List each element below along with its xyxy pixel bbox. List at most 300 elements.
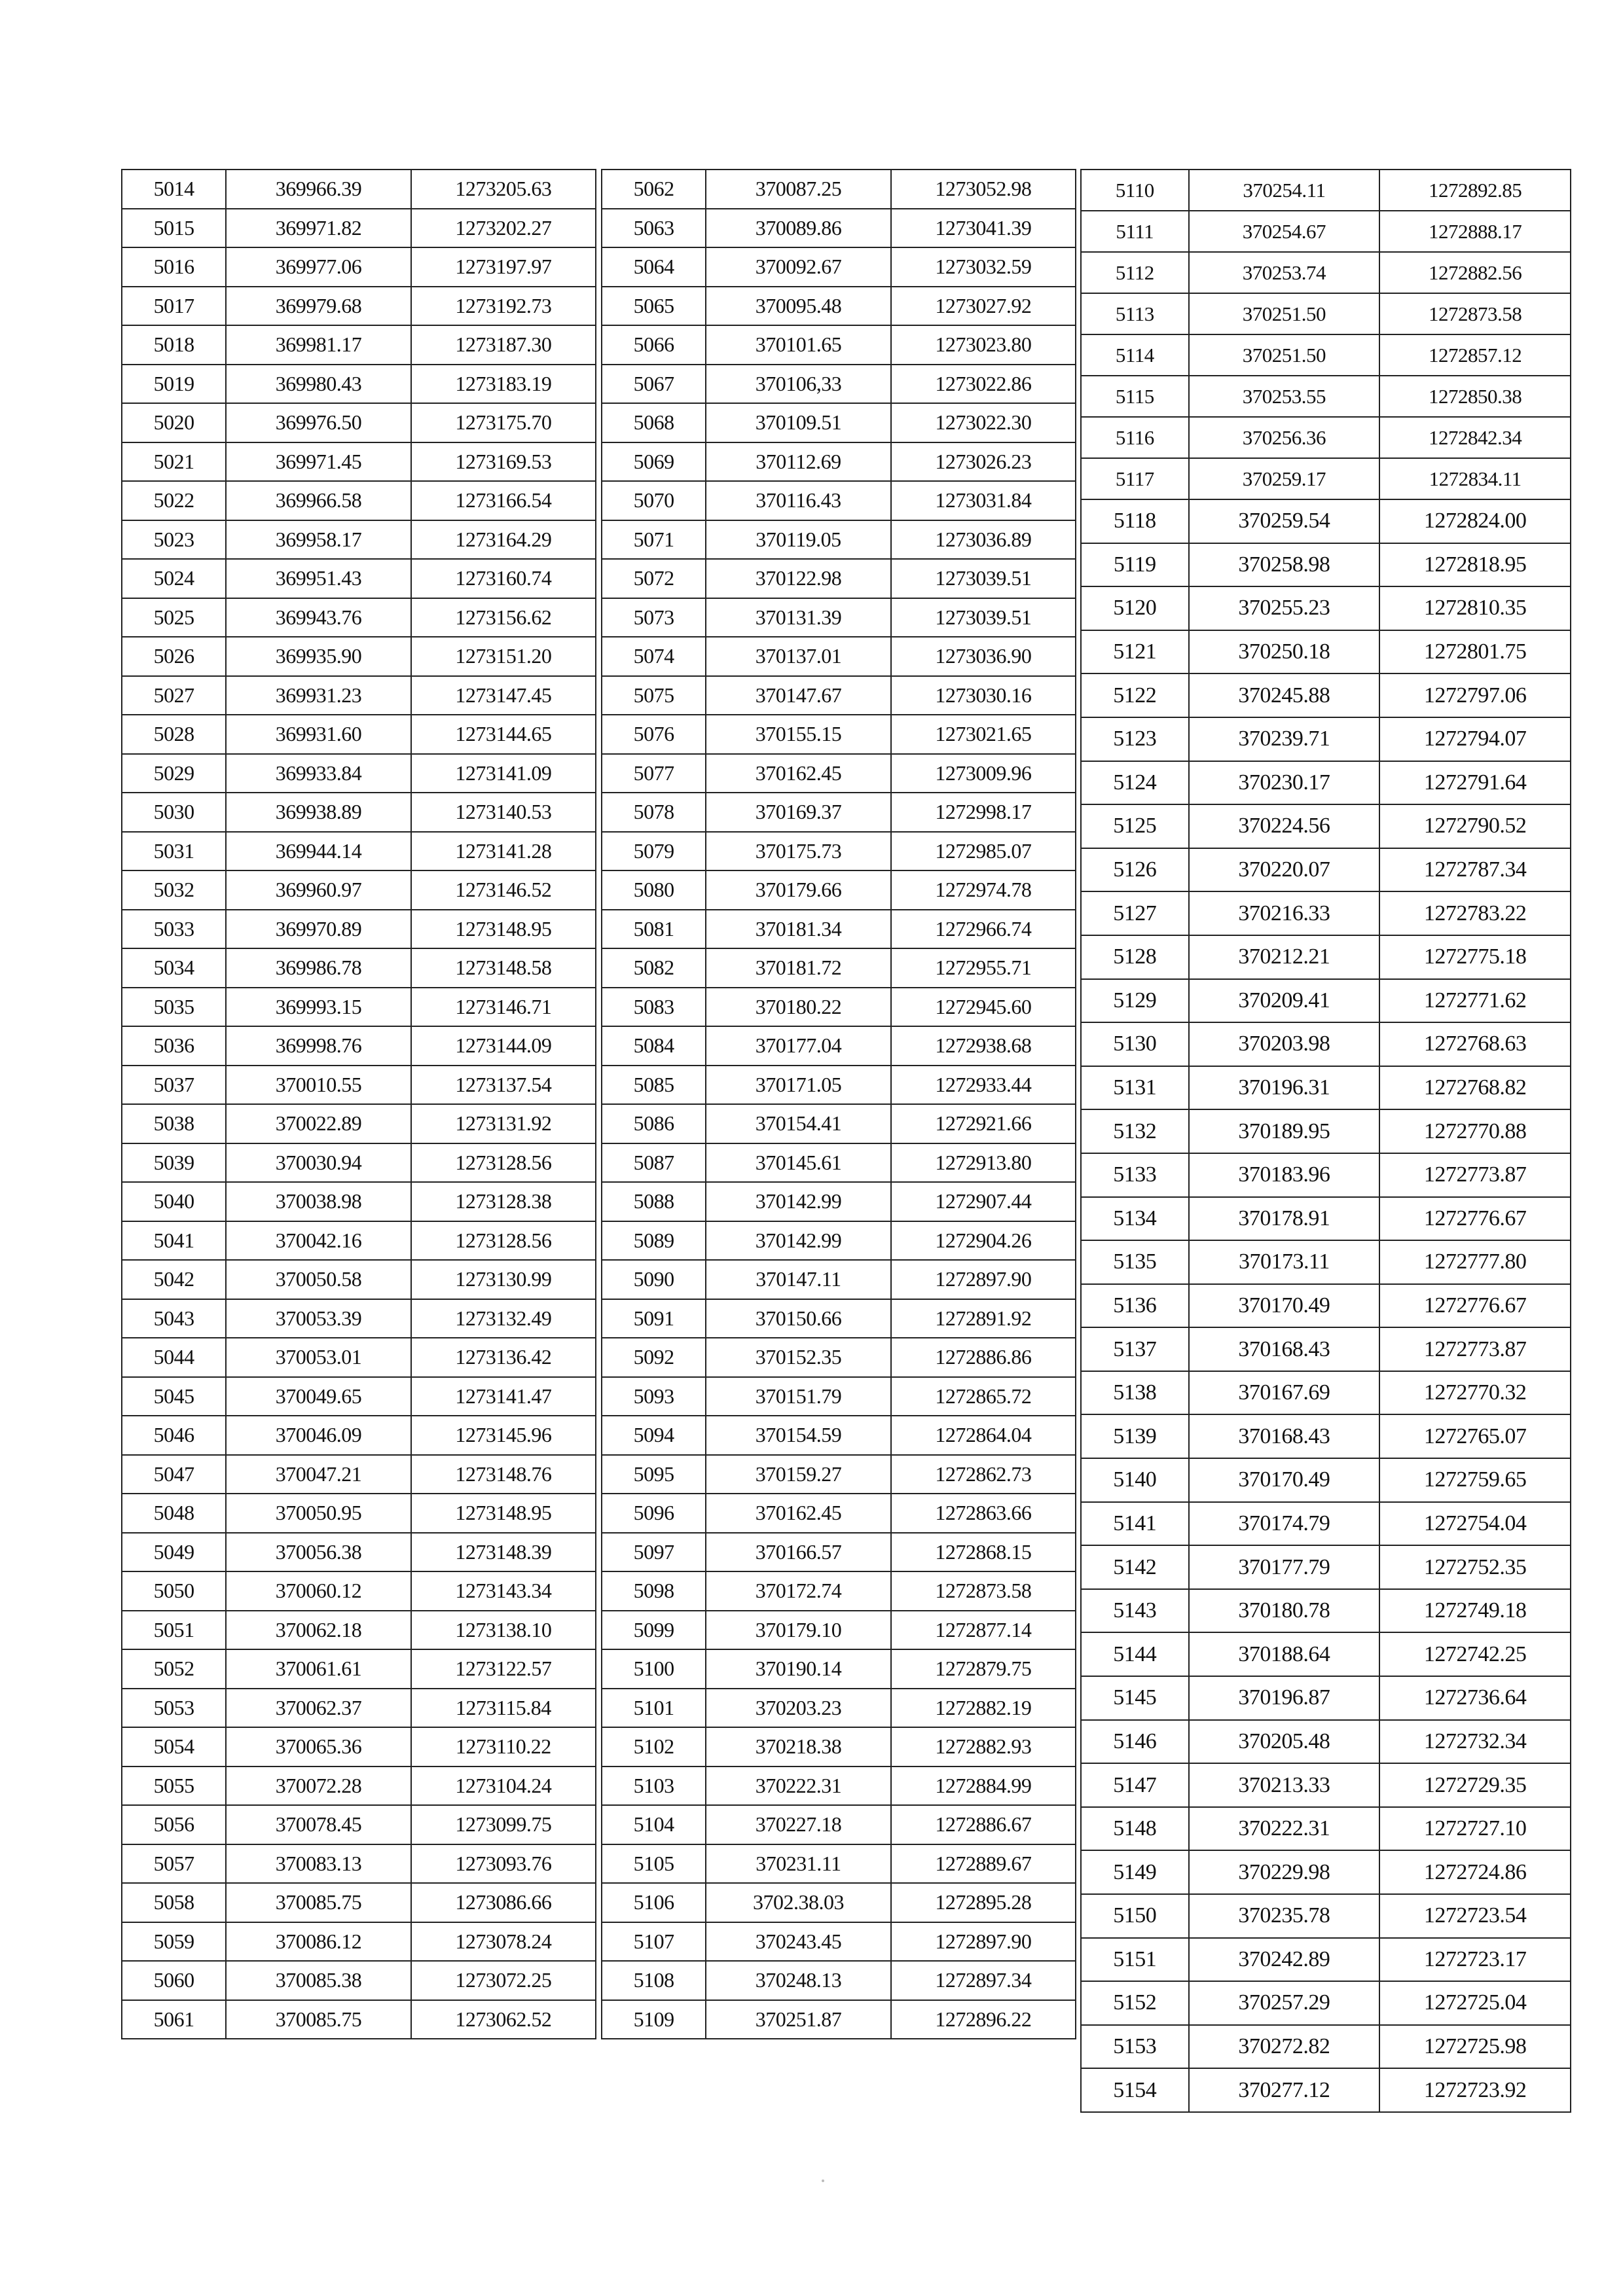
table-row — [602, 948, 1076, 988]
point-id-cell: 5045 — [122, 1377, 226, 1416]
point-id-cell: 5130 — [1081, 1022, 1189, 1066]
point-id-cell: 5056 — [122, 1805, 226, 1844]
y-coordinate-cell: 1272897.90 — [891, 1260, 1076, 1299]
table-row — [602, 365, 1076, 404]
table-row — [1081, 1502, 1571, 1546]
point-id-cell: 5153 — [1081, 2025, 1189, 2069]
table-row — [1081, 586, 1571, 630]
table-row — [602, 403, 1076, 442]
table-row — [122, 1026, 596, 1066]
table-row — [1081, 935, 1571, 979]
x-coordinate-cell: 370203.98 — [1189, 1022, 1380, 1066]
point-id-cell: 5033 — [122, 910, 226, 949]
x-coordinate-cell: 370253.55 — [1189, 376, 1380, 417]
x-coordinate-cell: 370183.96 — [1189, 1153, 1380, 1197]
y-coordinate-cell: 1273141.28 — [411, 832, 596, 871]
x-coordinate-cell: 370175.73 — [706, 832, 890, 871]
point-id-cell: 5054 — [122, 1727, 226, 1767]
point-id-cell: 5037 — [122, 1066, 226, 1105]
y-coordinate-cell: 1273205.63 — [411, 170, 596, 209]
point-id-cell: 5117 — [1081, 458, 1189, 499]
point-id-cell: 5103 — [602, 1767, 706, 1806]
point-id-cell: 5102 — [602, 1727, 706, 1767]
x-coordinate-cell: 370181.72 — [706, 948, 890, 988]
point-id-cell: 5069 — [602, 442, 706, 482]
y-coordinate-cell: 1272864.04 — [891, 1416, 1076, 1455]
x-coordinate-cell: 370162.45 — [706, 754, 890, 793]
point-id-cell: 5044 — [122, 1338, 226, 1377]
x-coordinate-cell: 370196.31 — [1189, 1066, 1380, 1110]
y-coordinate-cell: 1273202.27 — [411, 209, 596, 248]
point-id-cell: 5154 — [1081, 2068, 1189, 2112]
y-coordinate-cell: 1273110.22 — [411, 1727, 596, 1767]
point-id-cell: 5036 — [122, 1026, 226, 1066]
table-row — [1081, 1938, 1571, 1982]
table-row — [122, 1533, 596, 1572]
x-coordinate-cell: 369943.76 — [226, 598, 410, 637]
point-id-cell: 5121 — [1081, 630, 1189, 674]
y-coordinate-cell: 1273197.97 — [411, 247, 596, 287]
x-coordinate-cell: 370030.94 — [226, 1143, 410, 1183]
y-coordinate-cell: 1273027.92 — [891, 287, 1076, 326]
point-id-cell: 5024 — [122, 559, 226, 598]
x-coordinate-cell: 369944.14 — [226, 832, 410, 871]
table-row — [1081, 1981, 1571, 2025]
x-coordinate-cell: 369931.23 — [226, 676, 410, 715]
table-row — [602, 910, 1076, 949]
point-id-cell: 5132 — [1081, 1109, 1189, 1153]
x-coordinate-cell: 370078.45 — [226, 1805, 410, 1844]
table-row — [1081, 1850, 1571, 1894]
y-coordinate-cell: 1272886.86 — [891, 1338, 1076, 1377]
point-id-cell: 5015 — [122, 209, 226, 248]
x-coordinate-cell: 370168.43 — [1189, 1414, 1380, 1458]
point-id-cell: 5148 — [1081, 1807, 1189, 1851]
y-coordinate-cell: 1273128.56 — [411, 1143, 596, 1183]
y-coordinate-cell: 1272897.90 — [891, 1922, 1076, 1962]
x-coordinate-cell: 370253.74 — [1189, 252, 1380, 293]
y-coordinate-cell: 1272770.32 — [1379, 1371, 1571, 1415]
x-coordinate-cell: 370050.95 — [226, 1494, 410, 1533]
x-coordinate-cell: 369977.06 — [226, 247, 410, 287]
y-coordinate-cell: 1272723.17 — [1379, 1938, 1571, 1982]
y-coordinate-cell: 1273175.70 — [411, 403, 596, 442]
x-coordinate-cell: 370147.11 — [706, 1260, 890, 1299]
y-coordinate-cell: 1273187.30 — [411, 325, 596, 365]
table-row — [1081, 417, 1571, 458]
table-row — [122, 1649, 596, 1689]
x-coordinate-cell: 370169.37 — [706, 793, 890, 832]
point-id-cell: 5048 — [122, 1494, 226, 1533]
table-row — [122, 1260, 596, 1299]
point-id-cell: 5047 — [122, 1455, 226, 1494]
table-row — [602, 1767, 1076, 1806]
point-id-cell: 5084 — [602, 1026, 706, 1066]
table-row — [1081, 1153, 1571, 1197]
x-coordinate-cell: 370179.10 — [706, 1611, 890, 1650]
table-row — [122, 1767, 596, 1806]
table-row — [602, 442, 1076, 482]
x-coordinate-cell: 370251.50 — [1189, 293, 1380, 334]
point-id-cell: 5030 — [122, 793, 226, 832]
x-coordinate-cell: 370224.56 — [1189, 804, 1380, 848]
y-coordinate-cell: 1272921.66 — [891, 1104, 1076, 1143]
table-row — [602, 1805, 1076, 1844]
x-coordinate-cell: 369938.89 — [226, 793, 410, 832]
table-row — [122, 442, 596, 482]
y-coordinate-cell: 1273022.86 — [891, 365, 1076, 404]
table-row — [602, 1571, 1076, 1611]
x-coordinate-cell: 370062.18 — [226, 1611, 410, 1650]
point-id-cell: 5051 — [122, 1611, 226, 1650]
table-row — [122, 559, 596, 598]
point-id-cell: 5095 — [602, 1455, 706, 1494]
y-coordinate-cell: 1273148.39 — [411, 1533, 596, 1572]
x-coordinate-cell: 370155.15 — [706, 715, 890, 754]
point-id-cell: 5068 — [602, 403, 706, 442]
table-row — [122, 793, 596, 832]
table-row — [1081, 543, 1571, 587]
table-row — [122, 170, 596, 209]
table-row — [1081, 761, 1571, 805]
table-row — [602, 832, 1076, 871]
point-id-cell: 5026 — [122, 637, 226, 676]
x-coordinate-cell: 370190.14 — [706, 1649, 890, 1689]
y-coordinate-cell: 1273138.10 — [411, 1611, 596, 1650]
table-row — [1081, 1458, 1571, 1502]
x-coordinate-cell: 370257.29 — [1189, 1981, 1380, 2025]
x-coordinate-cell: 370188.64 — [1189, 1632, 1380, 1676]
y-coordinate-cell: 1272787.34 — [1379, 848, 1571, 892]
point-id-cell: 5088 — [602, 1182, 706, 1221]
point-id-cell: 5087 — [602, 1143, 706, 1183]
table-row — [122, 637, 596, 676]
table-row — [602, 1494, 1076, 1533]
point-id-cell: 5108 — [602, 1961, 706, 2000]
table-row — [122, 2000, 596, 2039]
x-coordinate-cell: 370056.38 — [226, 1533, 410, 1572]
x-coordinate-cell: 370060.12 — [226, 1571, 410, 1611]
table-row — [122, 948, 596, 988]
x-coordinate-cell: 370178.91 — [1189, 1197, 1380, 1241]
point-id-cell: 5097 — [602, 1533, 706, 1572]
point-id-cell: 5145 — [1081, 1676, 1189, 1720]
table-row — [1081, 499, 1571, 543]
y-coordinate-cell: 1273104.24 — [411, 1767, 596, 1806]
table-row — [122, 1922, 596, 1962]
y-coordinate-cell: 1272771.62 — [1379, 979, 1571, 1023]
y-coordinate-cell: 1272783.22 — [1379, 891, 1571, 935]
point-id-cell: 5022 — [122, 481, 226, 520]
x-coordinate-cell: 370218.38 — [706, 1727, 890, 1767]
y-coordinate-cell: 1272945.60 — [891, 988, 1076, 1027]
y-coordinate-cell: 1273132.49 — [411, 1299, 596, 1338]
x-coordinate-cell: 370092.67 — [706, 247, 890, 287]
table-row — [1081, 293, 1571, 334]
y-coordinate-cell: 1272765.07 — [1379, 1414, 1571, 1458]
y-coordinate-cell: 1272725.98 — [1379, 2025, 1571, 2069]
y-coordinate-cell: 1272776.67 — [1379, 1284, 1571, 1328]
table-row — [122, 1689, 596, 1728]
table-row — [602, 1066, 1076, 1105]
point-id-cell: 5128 — [1081, 935, 1189, 979]
point-id-cell: 5058 — [122, 1883, 226, 1922]
point-id-cell: 5151 — [1081, 1938, 1189, 1982]
y-coordinate-cell: 1272732.34 — [1379, 1720, 1571, 1764]
coordinate-table-3 — [1080, 169, 1571, 2113]
x-coordinate-cell: 370062.37 — [226, 1689, 410, 1728]
point-id-cell: 5042 — [122, 1260, 226, 1299]
y-coordinate-cell: 1273128.38 — [411, 1182, 596, 1221]
y-coordinate-cell: 1272877.14 — [891, 1611, 1076, 1650]
y-coordinate-cell: 1273072.25 — [411, 1961, 596, 2000]
table-row — [122, 1571, 596, 1611]
point-id-cell: 5110 — [1081, 170, 1189, 211]
point-id-cell: 5149 — [1081, 1850, 1189, 1894]
table-row — [122, 520, 596, 560]
table-row — [122, 1338, 596, 1377]
x-coordinate-cell: 370220.07 — [1189, 848, 1380, 892]
point-id-cell: 5126 — [1081, 848, 1189, 892]
y-coordinate-cell: 1272818.95 — [1379, 543, 1571, 587]
point-id-cell: 5014 — [122, 170, 226, 209]
x-coordinate-cell: 370145.61 — [706, 1143, 890, 1183]
table-row — [602, 481, 1076, 520]
x-coordinate-cell: 370216.33 — [1189, 891, 1380, 935]
x-coordinate-cell: 370085.75 — [226, 2000, 410, 2039]
point-id-cell: 5143 — [1081, 1589, 1189, 1633]
x-coordinate-cell: 370250.18 — [1189, 630, 1380, 674]
table-row — [602, 598, 1076, 637]
point-id-cell: 5055 — [122, 1767, 226, 1806]
point-id-cell: 5078 — [602, 793, 706, 832]
point-id-cell: 5118 — [1081, 499, 1189, 543]
table-row — [602, 1377, 1076, 1416]
x-coordinate-cell: 370251.50 — [1189, 334, 1380, 376]
x-coordinate-cell: 370203.23 — [706, 1689, 890, 1728]
x-coordinate-cell: 370116.43 — [706, 481, 890, 520]
x-coordinate-cell: 370167.69 — [1189, 1371, 1380, 1415]
point-id-cell: 5080 — [602, 870, 706, 910]
point-id-cell: 5071 — [602, 520, 706, 560]
point-id-cell: 5020 — [122, 403, 226, 442]
table-row — [602, 1611, 1076, 1650]
y-coordinate-cell: 1272729.35 — [1379, 1763, 1571, 1807]
y-coordinate-cell: 1272907.44 — [891, 1182, 1076, 1221]
table-row — [602, 559, 1076, 598]
y-coordinate-cell: 1272966.74 — [891, 910, 1076, 949]
y-coordinate-cell: 1272974.78 — [891, 870, 1076, 910]
table-row — [1081, 1284, 1571, 1328]
x-coordinate-cell: 370046.09 — [226, 1416, 410, 1455]
table-row — [122, 209, 596, 248]
point-id-cell: 5039 — [122, 1143, 226, 1183]
x-coordinate-cell: 370122.98 — [706, 559, 890, 598]
table-row — [122, 1727, 596, 1767]
table-row — [122, 1221, 596, 1261]
point-id-cell: 5146 — [1081, 1720, 1189, 1764]
point-id-cell: 5133 — [1081, 1153, 1189, 1197]
table-row — [122, 1299, 596, 1338]
y-coordinate-cell: 1272777.80 — [1379, 1240, 1571, 1284]
y-coordinate-cell: 1272794.07 — [1379, 717, 1571, 761]
y-coordinate-cell: 1272882.93 — [891, 1727, 1076, 1767]
y-coordinate-cell: 1272723.54 — [1379, 1894, 1571, 1938]
y-coordinate-cell: 1273192.73 — [411, 287, 596, 326]
point-id-cell: 5123 — [1081, 717, 1189, 761]
x-coordinate-cell: 370245.88 — [1189, 673, 1380, 717]
x-coordinate-cell: 370205.48 — [1189, 1720, 1380, 1764]
point-id-cell: 5046 — [122, 1416, 226, 1455]
y-coordinate-cell: 1273169.53 — [411, 442, 596, 482]
table-row — [122, 1611, 596, 1650]
x-coordinate-cell: 370072.28 — [226, 1767, 410, 1806]
y-coordinate-cell: 1273115.84 — [411, 1689, 596, 1728]
y-coordinate-cell: 1273078.24 — [411, 1922, 596, 1962]
point-id-cell: 5105 — [602, 1844, 706, 1884]
y-coordinate-cell: 1273128.56 — [411, 1221, 596, 1261]
y-coordinate-cell: 1273039.51 — [891, 559, 1076, 598]
x-coordinate-cell: 370256.36 — [1189, 417, 1380, 458]
y-coordinate-cell: 1273137.54 — [411, 1066, 596, 1105]
table-row — [1081, 673, 1571, 717]
x-coordinate-cell: 369993.15 — [226, 988, 410, 1027]
table-row — [1081, 848, 1571, 892]
x-coordinate-cell: 370277.12 — [1189, 2068, 1380, 2112]
point-id-cell: 5127 — [1081, 891, 1189, 935]
table-row — [602, 1961, 1076, 2000]
x-coordinate-cell: 370251.87 — [706, 2000, 890, 2039]
x-coordinate-cell: 370038.98 — [226, 1182, 410, 1221]
x-coordinate-cell: 370142.99 — [706, 1221, 890, 1261]
table-row — [1081, 2068, 1571, 2112]
table-row — [602, 1182, 1076, 1221]
point-id-cell: 5067 — [602, 365, 706, 404]
table-row — [1081, 1197, 1571, 1241]
x-coordinate-cell: 370050.58 — [226, 1260, 410, 1299]
point-id-cell: 5111 — [1081, 211, 1189, 252]
x-coordinate-cell: 370095.48 — [706, 287, 890, 326]
point-id-cell: 5131 — [1081, 1066, 1189, 1110]
x-coordinate-cell: 370065.36 — [226, 1727, 410, 1767]
table-row — [1081, 891, 1571, 935]
table-row — [1081, 2025, 1571, 2069]
y-coordinate-cell: 1273146.52 — [411, 870, 596, 910]
point-id-cell: 5147 — [1081, 1763, 1189, 1807]
table-row — [122, 247, 596, 287]
x-coordinate-cell: 369986.78 — [226, 948, 410, 988]
point-id-cell: 5074 — [602, 637, 706, 676]
y-coordinate-cell: 1273140.53 — [411, 793, 596, 832]
x-coordinate-cell: 370255.23 — [1189, 586, 1380, 630]
y-coordinate-cell: 1272955.71 — [891, 948, 1076, 988]
table-row — [122, 1066, 596, 1105]
table-row — [1081, 1894, 1571, 1938]
x-coordinate-cell: 370049.65 — [226, 1377, 410, 1416]
point-id-cell: 5112 — [1081, 252, 1189, 293]
table-row — [122, 287, 596, 326]
point-id-cell: 5125 — [1081, 804, 1189, 848]
y-coordinate-cell: 1273151.20 — [411, 637, 596, 676]
point-id-cell: 5092 — [602, 1338, 706, 1377]
y-coordinate-cell: 1273031.84 — [891, 481, 1076, 520]
table-row — [122, 1416, 596, 1455]
table-row — [602, 870, 1076, 910]
x-coordinate-cell: 369971.45 — [226, 442, 410, 482]
x-coordinate-cell: 370022.89 — [226, 1104, 410, 1143]
table-row — [1081, 376, 1571, 417]
point-id-cell: 5025 — [122, 598, 226, 637]
point-id-cell: 5041 — [122, 1221, 226, 1261]
y-coordinate-cell: 1272884.99 — [891, 1767, 1076, 1806]
y-coordinate-cell: 1272727.10 — [1379, 1807, 1571, 1851]
point-id-cell: 5081 — [602, 910, 706, 949]
y-coordinate-cell: 1273022.30 — [891, 403, 1076, 442]
y-coordinate-cell: 1272834.11 — [1379, 458, 1571, 499]
y-coordinate-cell: 1273145.96 — [411, 1416, 596, 1455]
x-coordinate-cell: 370180.78 — [1189, 1589, 1380, 1633]
table-row — [602, 1689, 1076, 1728]
point-id-cell: 5139 — [1081, 1414, 1189, 1458]
y-coordinate-cell: 1272775.18 — [1379, 935, 1571, 979]
point-id-cell: 5065 — [602, 287, 706, 326]
point-id-cell: 5038 — [122, 1104, 226, 1143]
point-id-cell: 5057 — [122, 1844, 226, 1884]
table-row — [1081, 1632, 1571, 1676]
point-id-cell: 5073 — [602, 598, 706, 637]
table-row — [122, 1805, 596, 1844]
table-row — [1081, 1720, 1571, 1764]
point-id-cell: 5107 — [602, 1922, 706, 1962]
x-coordinate-cell: 370166.57 — [706, 1533, 890, 1572]
point-id-cell: 5060 — [122, 1961, 226, 2000]
x-coordinate-cell: 370154.59 — [706, 1416, 890, 1455]
x-coordinate-cell: 370254.67 — [1189, 211, 1380, 252]
y-coordinate-cell: 1272897.34 — [891, 1961, 1076, 2000]
point-id-cell: 5086 — [602, 1104, 706, 1143]
x-coordinate-cell: 370179.66 — [706, 870, 890, 910]
y-coordinate-cell: 1272888.17 — [1379, 211, 1571, 252]
point-id-cell: 5116 — [1081, 417, 1189, 458]
point-id-cell: 5093 — [602, 1377, 706, 1416]
table-row — [602, 676, 1076, 715]
point-id-cell: 5061 — [122, 2000, 226, 2039]
y-coordinate-cell: 1272759.65 — [1379, 1458, 1571, 1502]
table-row — [602, 247, 1076, 287]
table-row — [122, 870, 596, 910]
point-id-cell: 5096 — [602, 1494, 706, 1533]
point-id-cell: 5142 — [1081, 1545, 1189, 1589]
point-id-cell: 5072 — [602, 559, 706, 598]
y-coordinate-cell: 1272850.38 — [1379, 376, 1571, 417]
x-coordinate-cell: 369951.43 — [226, 559, 410, 598]
table-row — [602, 1883, 1076, 1922]
y-coordinate-cell: 1272736.64 — [1379, 1676, 1571, 1720]
y-coordinate-cell: 1272873.58 — [891, 1571, 1076, 1611]
y-coordinate-cell: 1272865.72 — [891, 1377, 1076, 1416]
y-coordinate-cell: 1273093.76 — [411, 1844, 596, 1884]
y-coordinate-cell: 1273032.59 — [891, 247, 1076, 287]
x-coordinate-cell: 370168.43 — [1189, 1327, 1380, 1371]
y-coordinate-cell: 1273062.52 — [411, 2000, 596, 2039]
y-coordinate-cell: 1272752.35 — [1379, 1545, 1571, 1589]
point-id-cell: 5066 — [602, 325, 706, 365]
y-coordinate-cell: 1273143.34 — [411, 1571, 596, 1611]
x-coordinate-cell: 370242.89 — [1189, 1938, 1380, 1982]
y-coordinate-cell: 1272933.44 — [891, 1066, 1076, 1105]
y-coordinate-cell: 1272725.04 — [1379, 1981, 1571, 2025]
scan-speck — [822, 2179, 824, 2182]
